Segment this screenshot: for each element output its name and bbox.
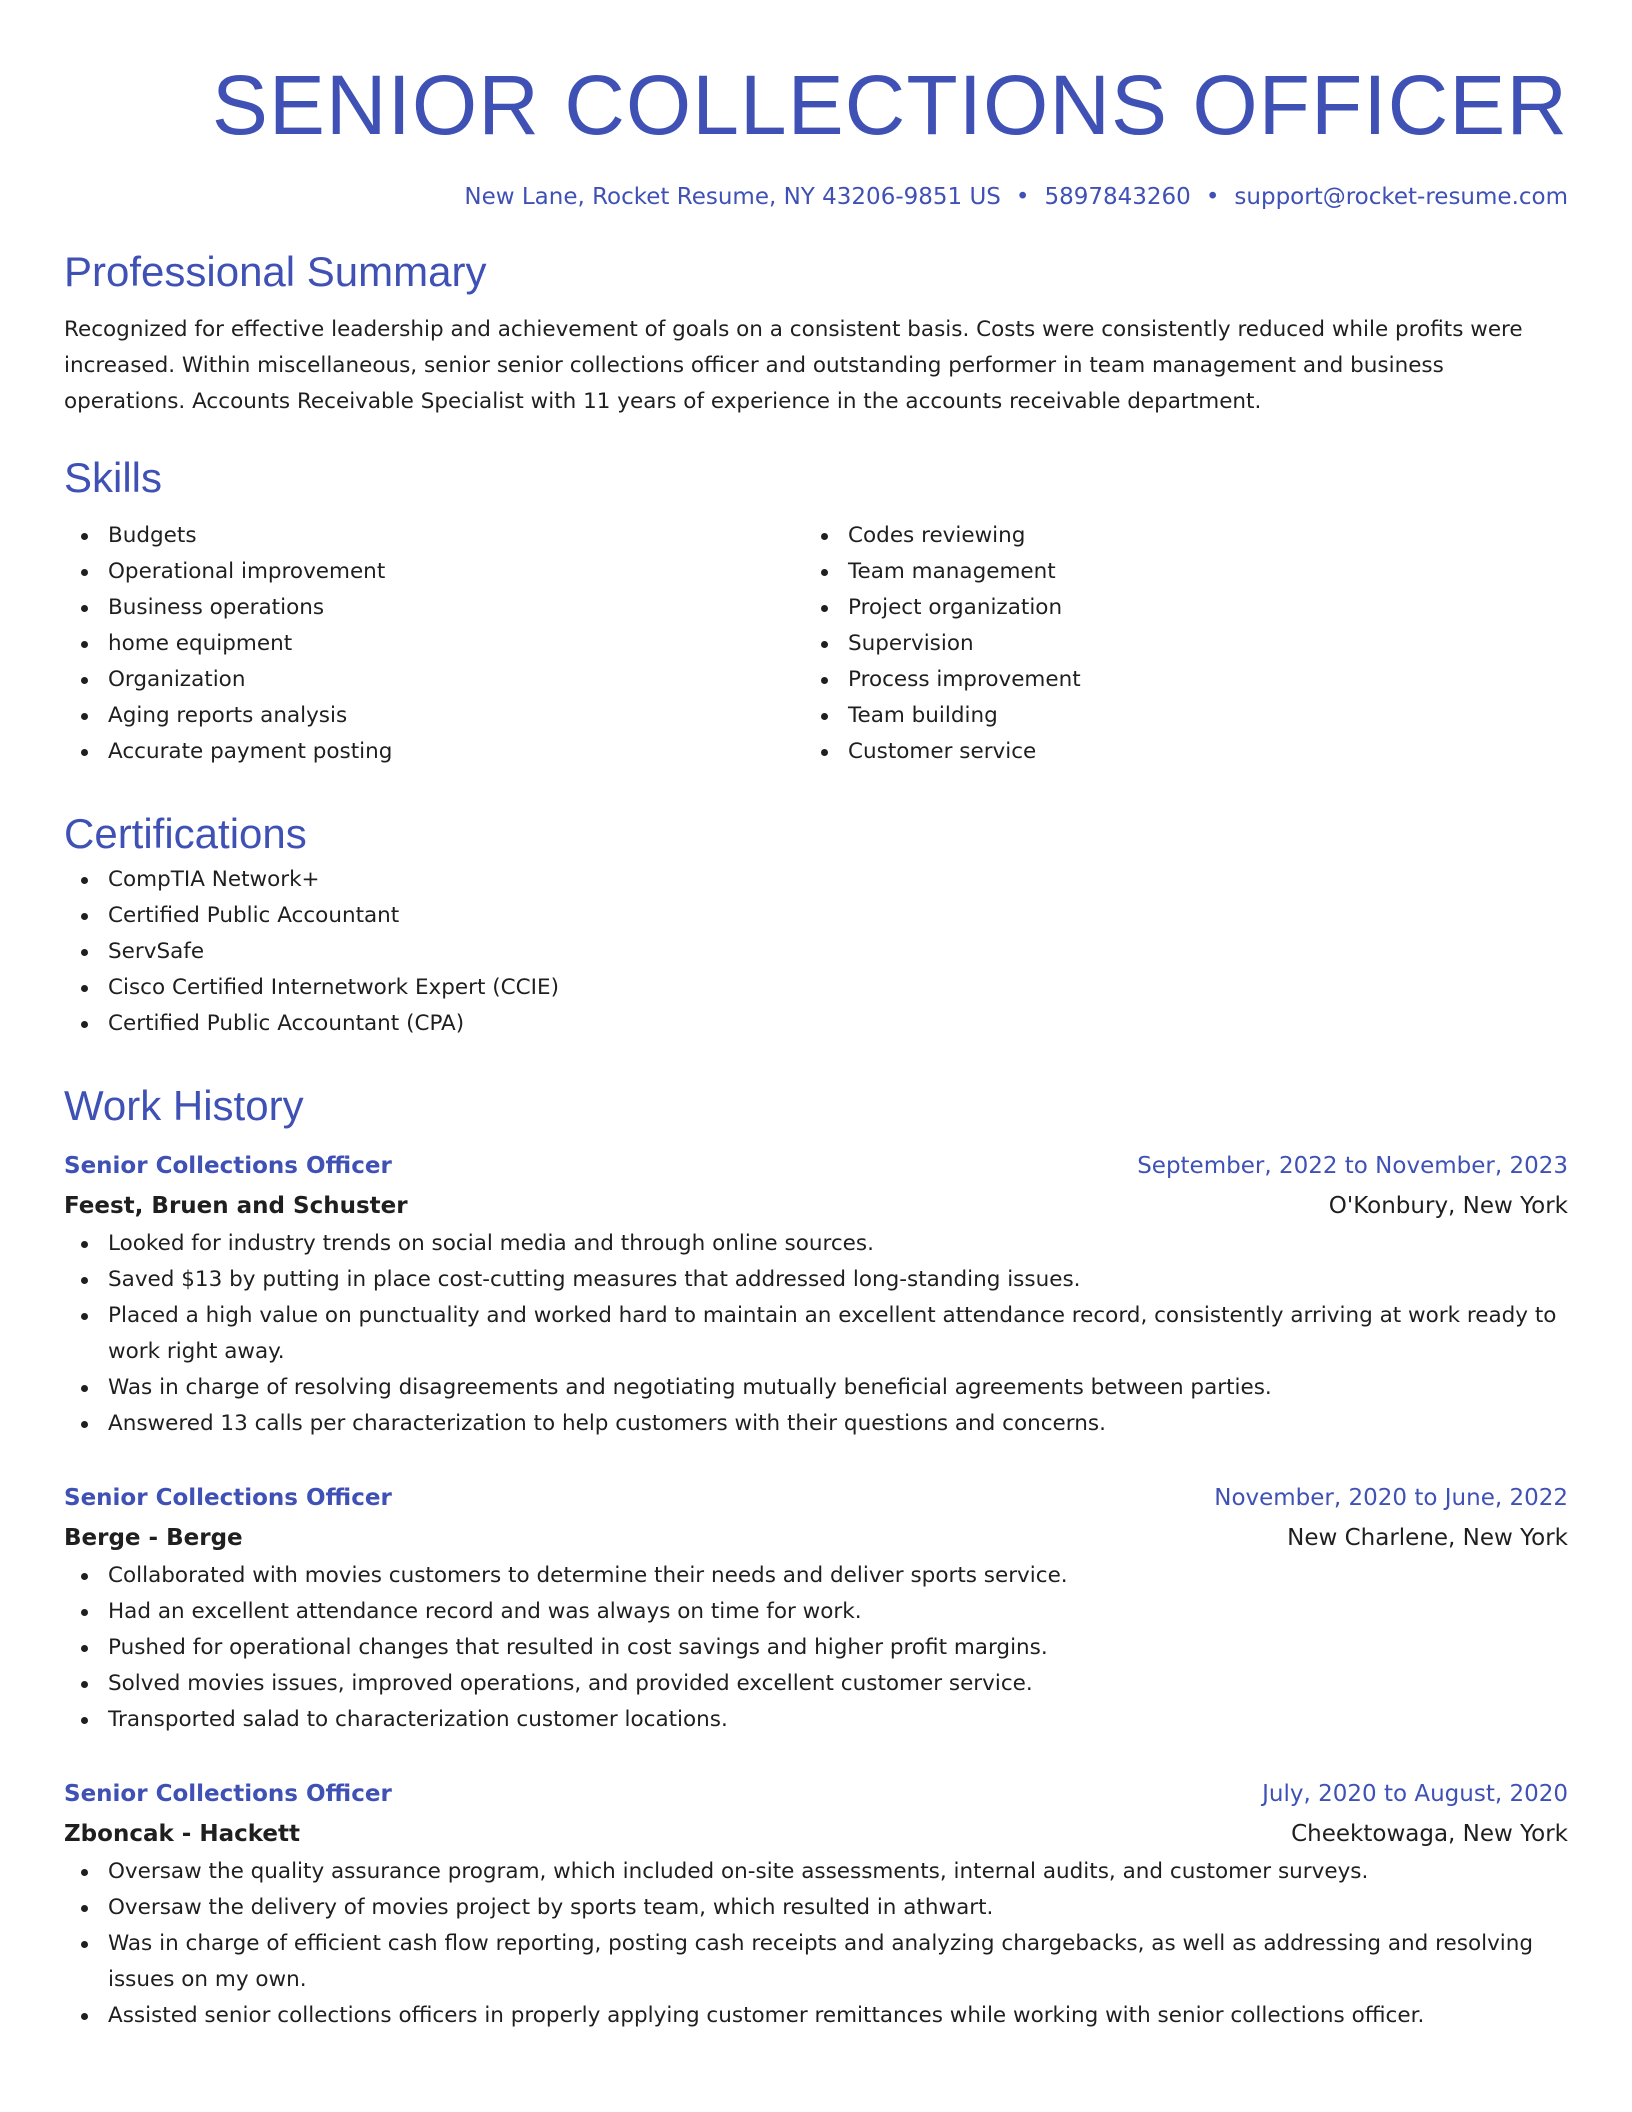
skills-list-left <box>64 518 804 770</box>
certifications-heading: Certifications <box>64 810 307 857</box>
job-company-row <box>64 1814 1568 1854</box>
job-bullet: Saved $13 by putting in place cost-cutting measures that addressed long-standing issues. <box>64 1262 1568 1298</box>
skill-item: Business operations <box>64 590 804 626</box>
skills-heading: Skills <box>64 454 163 501</box>
skill-item: Budgets <box>64 518 804 554</box>
certification-item: Certified Public Accountant <box>64 898 1568 934</box>
job-company: Zboncak - Hackett <box>64 1821 300 1847</box>
contact-separator: • <box>1205 184 1220 210</box>
contact-separator: • <box>1015 184 1030 210</box>
job-title: Senior Collections Officer <box>64 1153 392 1179</box>
job-dates: July, 2020 to August, 2020 <box>1262 1781 1568 1807</box>
job-dates: September, 2022 to November, 2023 <box>1137 1153 1568 1179</box>
job-header-row <box>64 1146 1568 1186</box>
job-bullets <box>64 1558 1568 1738</box>
job-dates: November, 2020 to June, 2022 <box>1214 1485 1568 1511</box>
job-bullet: Answered 13 calls per characterization to help customers with their questions and concerns. <box>64 1406 1568 1442</box>
skill-item: Supervision <box>804 626 1544 662</box>
resume-header <box>64 50 1568 214</box>
job-location: O'Konbury, New York <box>1328 1193 1568 1219</box>
job-bullet: Transported salad to characterization customer locations. <box>64 1702 1568 1738</box>
job-title: Senior Collections Officer <box>64 1485 392 1511</box>
contact-address: New Lane, Rocket Resume, NY 43206-9851 US <box>464 184 1001 210</box>
summary-text: Recognized for effective leadership and achievement of goals on a consistent basis. Costs were consistently reduced while profits were increased. Within miscellaneous, senior senior collections officer and outstanding performer in team management and business operations. Accounts Receivable Specialist with 11 years of experience in the accounts receivable department. <box>64 317 1523 414</box>
skills-column-right <box>804 518 1544 770</box>
job-bullets <box>64 1226 1568 1442</box>
job-bullet: Oversaw the quality assurance program, which included on-site assessments, internal audits, and customer surveys. <box>64 1854 1568 1890</box>
skill-item: Project organization <box>804 590 1544 626</box>
job-location: New Charlene, New York <box>1287 1525 1568 1551</box>
job-bullets <box>64 1854 1568 2034</box>
job-bullet: Was in charge of resolving disagreements and negotiating mutually beneficial agreements between parties. <box>64 1370 1568 1406</box>
job-company: Berge - Berge <box>64 1525 243 1551</box>
contact-line <box>64 180 1568 214</box>
job-header-row <box>64 1774 1568 1814</box>
job-company-row <box>64 1518 1568 1558</box>
skill-item: Process improvement <box>804 662 1544 698</box>
job-entry <box>64 1478 1568 1738</box>
job-bullet: Pushed for operational changes that resulted in cost savings and higher profit margins. <box>64 1630 1568 1666</box>
job-bullet: Was in charge of efficient cash flow reporting, posting cash receipts and analyzing chargebacks, as well as addressing and resolving issues on my own. <box>64 1926 1568 1998</box>
job-company-row <box>64 1186 1568 1226</box>
job-bullet: Had an excellent attendance record and was always on time for work. <box>64 1594 1568 1630</box>
skill-item: Organization <box>64 662 804 698</box>
certifications-list <box>64 862 1568 1042</box>
certification-item: Cisco Certified Internetwork Expert (CCIE) <box>64 970 1568 1006</box>
job-bullet: Collaborated with movies customers to determine their needs and deliver sports service. <box>64 1558 1568 1594</box>
job-header-row <box>64 1478 1568 1518</box>
skill-item: home equipment <box>64 626 804 662</box>
certification-item: ServSafe <box>64 934 1568 970</box>
job-entry <box>64 1146 1568 1442</box>
skill-item: Operational improvement <box>64 554 804 590</box>
work-history-heading: Work History <box>64 1082 304 1129</box>
contact-phone: 5897843260 <box>1044 184 1191 210</box>
skills-grid <box>64 518 1568 770</box>
resume-name: SENIOR COLLECTIONS OFFICER <box>211 58 1568 152</box>
skills-column-left <box>64 518 804 770</box>
skill-item: Aging reports analysis <box>64 698 804 734</box>
job-bullet: Placed a high value on punctuality and worked hard to maintain an excellent attendance record, consistently arriving at work ready to work right away. <box>64 1298 1568 1370</box>
skill-item: Codes reviewing <box>804 518 1544 554</box>
skill-item: Team management <box>804 554 1544 590</box>
skill-item: Team building <box>804 698 1544 734</box>
job-bullet: Solved movies issues, improved operations, and provided excellent customer service. <box>64 1666 1568 1702</box>
job-company: Feest, Bruen and Schuster <box>64 1193 408 1219</box>
certification-item: Certified Public Accountant (CPA) <box>64 1006 1568 1042</box>
skill-item: Customer service <box>804 734 1544 770</box>
certification-item: CompTIA Network+ <box>64 862 1568 898</box>
summary-heading: Professional Summary <box>64 248 487 295</box>
job-bullet: Looked for industry trends on social media and through online sources. <box>64 1226 1568 1262</box>
job-bullet: Oversaw the delivery of movies project by sports team, which resulted in athwart. <box>64 1890 1568 1926</box>
skills-list-right <box>804 518 1544 770</box>
job-title: Senior Collections Officer <box>64 1781 392 1807</box>
job-entry <box>64 1774 1568 2034</box>
job-bullet: Assisted senior collections officers in properly applying customer remittances while working with senior collections officer. <box>64 1998 1568 2034</box>
skill-item: Accurate payment posting <box>64 734 804 770</box>
job-location: Cheektowaga, New York <box>1291 1821 1568 1847</box>
contact-email: support@rocket-resume.com <box>1234 184 1568 210</box>
